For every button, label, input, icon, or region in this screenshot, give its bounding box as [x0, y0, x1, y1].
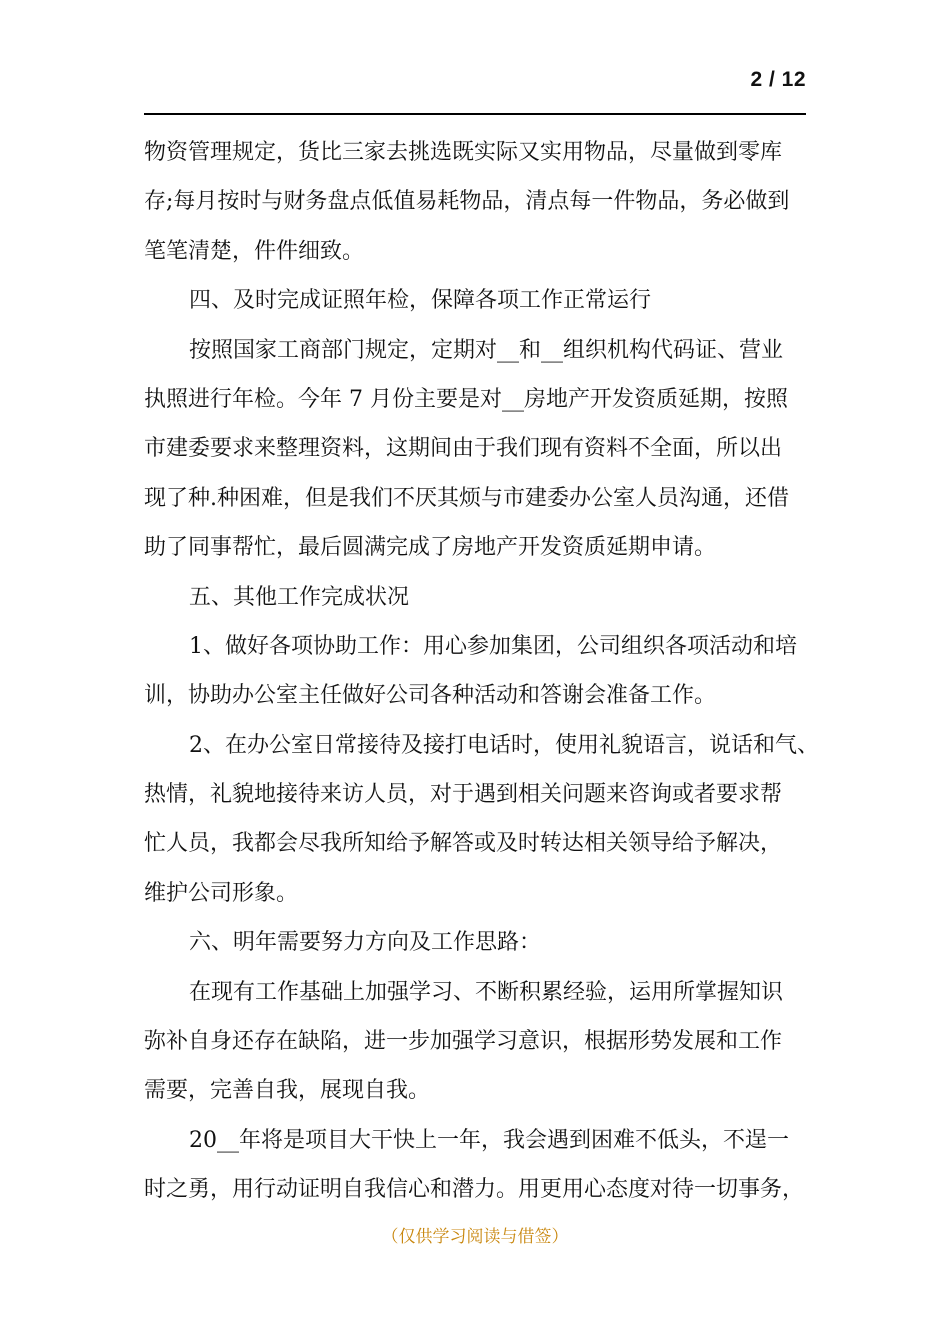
- header-divider: [144, 113, 806, 115]
- body-line: 按照国家工商部门规定，定期对__和__组织机构代码证、营业: [189, 337, 784, 363]
- body-line: 维护公司形象。: [144, 880, 299, 906]
- body-line: 热情，礼貌地接待来访人员，对于遇到相关问题来咨询或者要求帮: [144, 782, 783, 808]
- body-line: 20__年将是项目大干快上一年，我会遇到困难不低头，不逞一: [189, 1127, 789, 1153]
- document-body: [144, 128, 819, 1215]
- body-line: 在现有工作基础上加强学习、不断积累经验，运用所掌握知识: [189, 979, 784, 1005]
- body-line: 存;每月按时与财务盘点低值易耗物品，清点每一件物品，务必做到: [144, 189, 790, 215]
- body-line: 训，协助办公室主任做好公司各种活动和答谢会准备工作。: [144, 683, 717, 709]
- body-line: 执照进行年检。今年 7 月份主要是对__房地产开发资质延期，按照: [144, 386, 788, 412]
- section-heading: 五、其他工作完成状况: [189, 584, 410, 610]
- page-number: 2 / 12: [750, 68, 806, 91]
- body-line: 现了种.种困难，但是我们不厌其烦与市建委办公室人员沟通，还借: [144, 485, 789, 511]
- body-line: 忙人员，我都会尽我所知给予解答或及时转达相关领导给予解决，: [144, 831, 783, 857]
- body-line: 笔笔清楚，件件细致。: [144, 238, 365, 264]
- footer-disclaimer: （仅供学习阅读与借签）: [381, 1227, 569, 1247]
- body-line: 需要，完善自我，展现自我。: [144, 1078, 431, 1104]
- body-line: 时之勇，用行动证明自我信心和潜力。用更用心态度对待一切事务，: [144, 1177, 805, 1203]
- body-line: 弥补自身还存在缺陷，进一步加强学习意识，根据形势发展和工作: [144, 1029, 783, 1055]
- section-heading: 四、及时完成证照年检，保障各项工作正常运行: [189, 288, 652, 314]
- body-line: 市建委要求来整理资料，这期间由于我们现有资料不全面，所以出: [144, 436, 783, 462]
- body-line: 1、做好各项协助工作：用心参加集团，公司组织各项活动和培: [189, 633, 797, 659]
- section-heading: 六、明年需要努力方向及工作思路：: [189, 930, 542, 956]
- body-line: 2、在办公室日常接待及接打电话时，使用礼貌语言，说话和气、: [189, 732, 819, 758]
- body-line: 助了同事帮忙，最后圆满完成了房地产开发资质延期申请。: [144, 535, 717, 561]
- body-line: 物资管理规定，货比三家去挑选既实际又实用物品，尽量做到零库: [144, 140, 783, 165]
